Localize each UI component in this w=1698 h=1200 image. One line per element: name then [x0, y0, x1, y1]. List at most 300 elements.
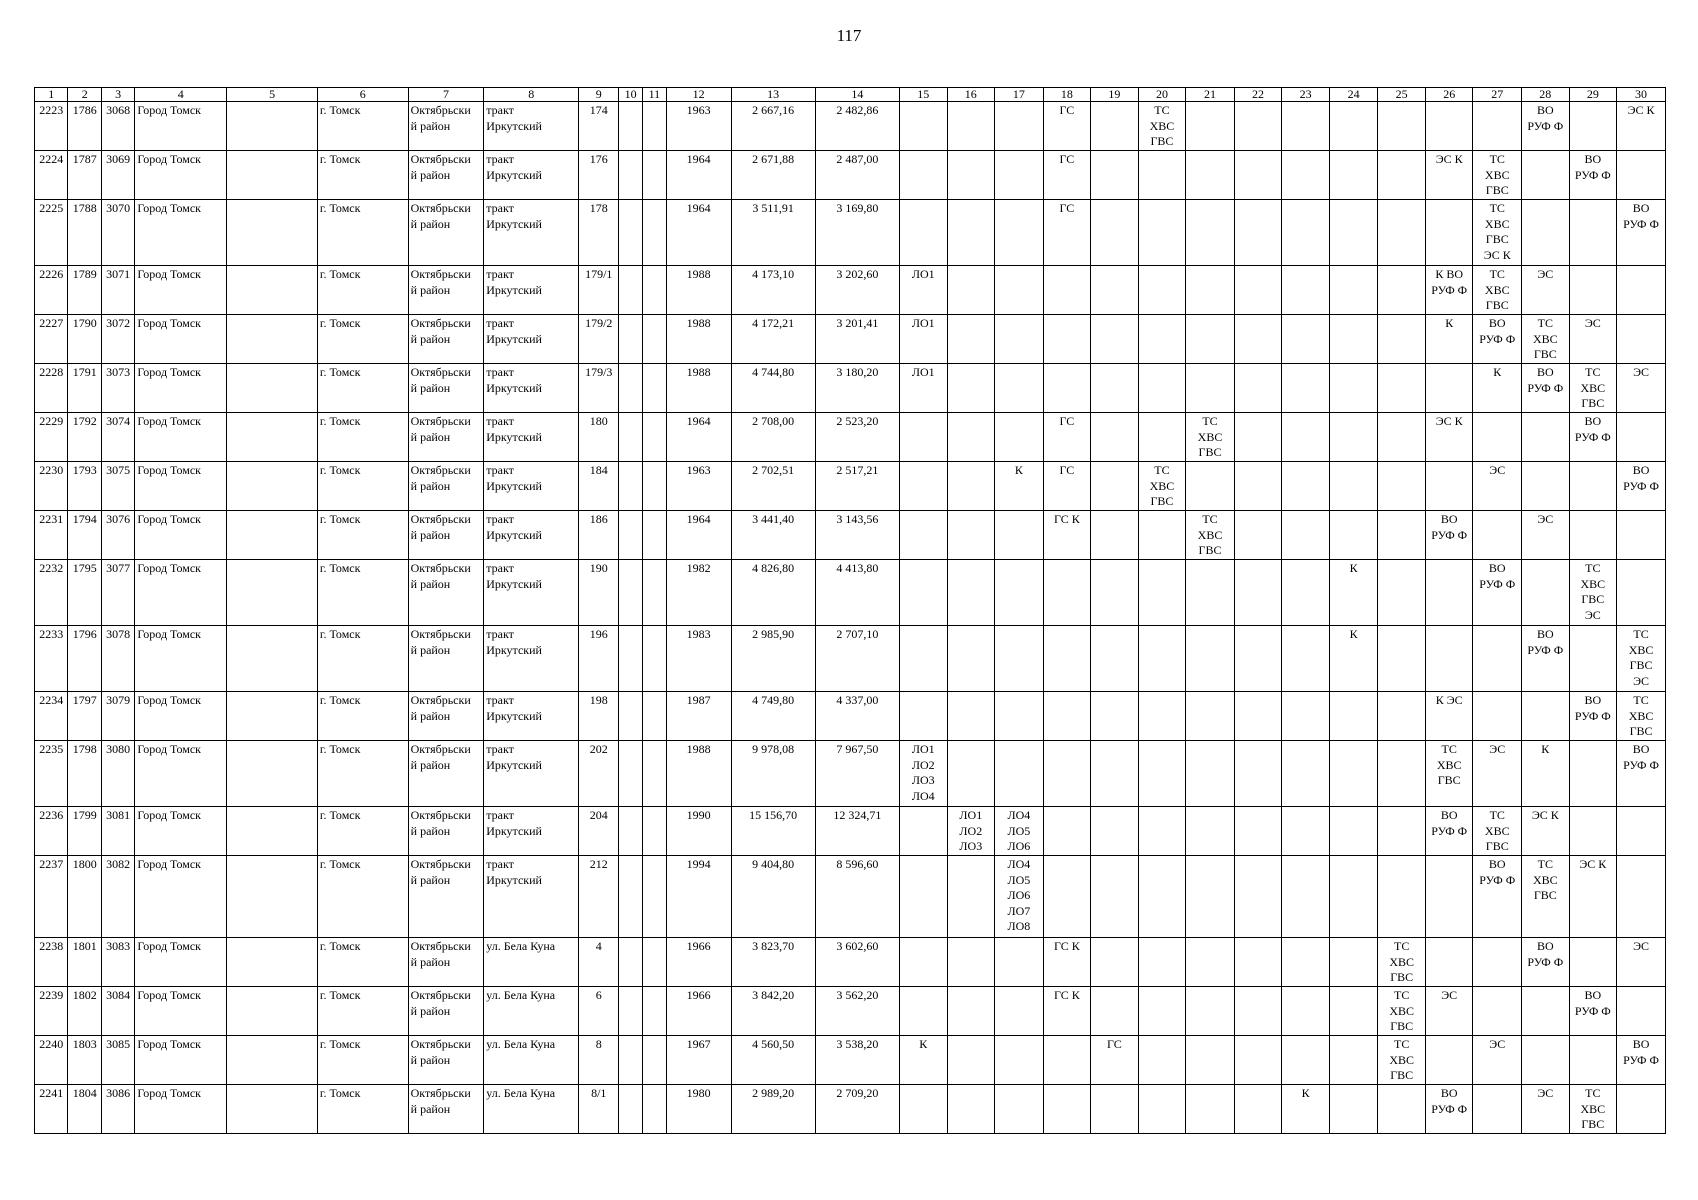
table-cell	[642, 560, 666, 626]
table-cell	[947, 151, 995, 200]
table-cell: 3080	[101, 741, 134, 807]
table-cell: Город Томск	[135, 1085, 227, 1134]
table-cell	[1378, 692, 1426, 741]
table-row	[35, 413, 1666, 462]
table-cell: 6	[579, 987, 619, 1036]
table-cell	[642, 1085, 666, 1134]
table-cell	[619, 626, 643, 692]
table-cell: 3077	[101, 560, 134, 626]
table-cell	[1186, 560, 1235, 626]
table-cell	[227, 560, 318, 626]
table-cell: 184	[579, 462, 619, 511]
table-cell: г. Томск	[317, 560, 408, 626]
table-cell: ЭС	[1473, 462, 1522, 511]
table-cell	[1091, 364, 1139, 413]
table-cell	[1043, 807, 1091, 856]
table-cell: 4 749,80	[731, 692, 815, 741]
table-cell	[619, 938, 643, 987]
table-cell	[1617, 856, 1666, 938]
table-cell	[1091, 692, 1139, 741]
table-cell	[1138, 364, 1186, 413]
table-cell	[1329, 462, 1378, 511]
table-cell: ЭС	[1522, 1085, 1570, 1134]
table-cell	[227, 462, 318, 511]
table-cell: 3 842,20	[731, 987, 815, 1036]
table-cell: 2 989,20	[731, 1085, 815, 1134]
table-cell: ВО РУФ Ф	[1617, 200, 1666, 266]
table-row	[35, 626, 1666, 692]
table-cell: тракт Иркутский	[484, 151, 579, 200]
table-cell: 3 441,40	[731, 511, 815, 560]
table-cell: 2224	[35, 151, 68, 200]
table-cell: ЭС	[1617, 364, 1666, 413]
table-cell	[1091, 462, 1139, 511]
table-cell	[1569, 741, 1617, 807]
column-number: 2	[68, 88, 101, 102]
table-cell: ул. Бела Куна	[484, 1085, 579, 1134]
table-cell	[1378, 856, 1426, 938]
table-cell: Октябрьски й район	[408, 511, 484, 560]
table-cell: 1800	[68, 856, 101, 938]
table-cell: 1803	[68, 1036, 101, 1085]
table-cell	[1234, 807, 1282, 856]
table-cell	[947, 987, 995, 1036]
table-cell	[1043, 1036, 1091, 1085]
column-number: 20	[1138, 88, 1186, 102]
table-cell	[1282, 692, 1330, 741]
table-cell	[227, 266, 318, 315]
column-number: 5	[227, 88, 318, 102]
table-cell: ЭС	[1522, 511, 1570, 560]
table-cell: 9 978,08	[731, 741, 815, 807]
column-number: 24	[1329, 88, 1378, 102]
column-number: 14	[815, 88, 899, 102]
table-cell: 3 823,70	[731, 938, 815, 987]
table-cell: ВО РУФ Ф	[1425, 511, 1473, 560]
table-cell: 3069	[101, 151, 134, 200]
table-cell: 4 744,80	[731, 364, 815, 413]
table-cell	[1138, 200, 1186, 266]
table-cell	[900, 560, 948, 626]
table-cell	[1473, 987, 1522, 1036]
table-cell	[900, 938, 948, 987]
table-cell	[619, 413, 643, 462]
table-cell	[1378, 807, 1426, 856]
table-cell: ВО РУФ Ф	[1473, 315, 1522, 364]
table-cell	[1138, 511, 1186, 560]
table-cell	[1091, 626, 1139, 692]
table-cell: 3074	[101, 413, 134, 462]
table-cell	[1425, 626, 1473, 692]
table-cell: 3 562,20	[815, 987, 899, 1036]
table-cell: ТС ХВС ГВС	[1617, 692, 1666, 741]
table-cell	[995, 741, 1044, 807]
table-cell	[1043, 626, 1091, 692]
table-cell	[1329, 413, 1378, 462]
table-cell	[1186, 807, 1235, 856]
table-cell: К	[1282, 1085, 1330, 1134]
table-cell	[995, 1085, 1044, 1134]
table-cell	[1186, 364, 1235, 413]
table-cell	[1138, 1085, 1186, 1134]
table-cell: 3 602,60	[815, 938, 899, 987]
table-cell	[1425, 1036, 1473, 1085]
table-cell: ЭС К	[1617, 102, 1666, 151]
register-table	[34, 87, 1666, 1134]
table-cell: 1801	[68, 938, 101, 987]
column-number: 13	[731, 88, 815, 102]
table-cell: 3 538,20	[815, 1036, 899, 1085]
table-cell	[1282, 807, 1330, 856]
table-cell	[947, 413, 995, 462]
table-cell	[1329, 511, 1378, 560]
table-cell: 1792	[68, 413, 101, 462]
column-number: 19	[1091, 88, 1139, 102]
table-cell: 1789	[68, 266, 101, 315]
table-cell: 8 596,60	[815, 856, 899, 938]
column-number: 4	[135, 88, 227, 102]
table-cell: ТС ХВС ГВС	[1425, 741, 1473, 807]
table-cell: 1983	[666, 626, 731, 692]
table-cell	[995, 987, 1044, 1036]
table-cell: 1987	[666, 692, 731, 741]
table-cell	[1234, 626, 1282, 692]
table-cell	[227, 856, 318, 938]
table-cell	[1617, 413, 1666, 462]
table-cell	[900, 626, 948, 692]
table-cell	[947, 315, 995, 364]
table-cell	[995, 560, 1044, 626]
table-cell: 1982	[666, 560, 731, 626]
table-row	[35, 1036, 1666, 1085]
table-cell: 3 201,41	[815, 315, 899, 364]
table-cell	[1186, 462, 1235, 511]
table-cell	[995, 626, 1044, 692]
table-cell: К	[1522, 741, 1570, 807]
table-cell	[1329, 692, 1378, 741]
table-cell: 2229	[35, 413, 68, 462]
table-cell	[642, 151, 666, 200]
table-cell: ТС ХВС ГВС	[1522, 315, 1570, 364]
table-cell: 1964	[666, 413, 731, 462]
table-cell: 2231	[35, 511, 68, 560]
table-cell	[1282, 560, 1330, 626]
table-cell: тракт Иркутский	[484, 315, 579, 364]
table-cell	[1043, 364, 1091, 413]
table-cell: тракт Иркутский	[484, 626, 579, 692]
table-cell	[900, 987, 948, 1036]
table-cell	[1091, 315, 1139, 364]
table-cell	[642, 315, 666, 364]
table-cell: 2238	[35, 938, 68, 987]
page-number: 117	[836, 26, 862, 45]
table-cell: 2 517,21	[815, 462, 899, 511]
table-cell: г. Томск	[317, 364, 408, 413]
table-cell	[1043, 560, 1091, 626]
table-cell: 3081	[101, 807, 134, 856]
table-cell	[1522, 1036, 1570, 1085]
table-cell: 3078	[101, 626, 134, 692]
table-cell: Октябрьски й район	[408, 741, 484, 807]
table-cell: 1988	[666, 315, 731, 364]
table-cell: ГС	[1043, 413, 1091, 462]
table-cell	[1234, 1036, 1282, 1085]
table-cell	[619, 807, 643, 856]
table-cell: 3 169,80	[815, 200, 899, 266]
column-number: 7	[408, 88, 484, 102]
table-cell	[642, 511, 666, 560]
table-cell	[1329, 364, 1378, 413]
table-cell	[1617, 560, 1666, 626]
table-cell: ЛО1	[900, 266, 948, 315]
table-row	[35, 560, 1666, 626]
table-cell: ГС	[1043, 102, 1091, 151]
table-cell: ЛО1	[900, 364, 948, 413]
column-number: 27	[1473, 88, 1522, 102]
table-cell	[995, 413, 1044, 462]
table-cell: 2226	[35, 266, 68, 315]
table-cell: тракт Иркутский	[484, 102, 579, 151]
table-cell	[642, 807, 666, 856]
table-cell: 179/3	[579, 364, 619, 413]
table-cell	[1138, 151, 1186, 200]
column-number: 30	[1617, 88, 1666, 102]
table-cell: 1798	[68, 741, 101, 807]
table-cell	[1378, 266, 1426, 315]
table-cell: 3068	[101, 102, 134, 151]
table-cell: ВО РУФ Ф	[1569, 413, 1617, 462]
table-cell: ТС ХВС ГВС	[1378, 1036, 1426, 1085]
table-cell: 1793	[68, 462, 101, 511]
table-cell: тракт Иркутский	[484, 692, 579, 741]
table-cell	[1138, 987, 1186, 1036]
table-cell	[1234, 856, 1282, 938]
table-cell	[1043, 741, 1091, 807]
table-cell: 1964	[666, 151, 731, 200]
table-cell: ул. Бела Куна	[484, 1036, 579, 1085]
table-cell: 1967	[666, 1036, 731, 1085]
table-row	[35, 856, 1666, 938]
table-cell	[995, 315, 1044, 364]
table-cell: 4	[579, 938, 619, 987]
table-cell: ЭС	[1473, 1036, 1522, 1085]
table-cell: 9 404,80	[731, 856, 815, 938]
table-cell: 2236	[35, 807, 68, 856]
table-cell: Город Томск	[135, 856, 227, 938]
table-cell	[900, 692, 948, 741]
table-cell: Октябрьски й район	[408, 938, 484, 987]
table-cell	[227, 200, 318, 266]
table-cell: 1994	[666, 856, 731, 938]
table-cell: 1794	[68, 511, 101, 560]
table-cell	[1378, 626, 1426, 692]
table-cell	[1329, 200, 1378, 266]
table-cell	[900, 413, 948, 462]
table-cell	[947, 462, 995, 511]
table-cell	[1186, 1085, 1235, 1134]
table-cell: ГС	[1043, 200, 1091, 266]
table-cell	[1473, 511, 1522, 560]
table-cell: 8	[579, 1036, 619, 1085]
table-cell: 1795	[68, 560, 101, 626]
column-number: 1	[35, 88, 68, 102]
table-row	[35, 938, 1666, 987]
table-cell: ТС ХВС ГВС ЭС К	[1473, 200, 1522, 266]
table-cell	[1186, 692, 1235, 741]
table-row	[35, 102, 1666, 151]
table-cell	[947, 741, 995, 807]
table-cell: 1963	[666, 102, 731, 151]
table-cell: г. Томск	[317, 315, 408, 364]
table-cell: 2227	[35, 315, 68, 364]
table-row	[35, 741, 1666, 807]
table-cell: г. Томск	[317, 511, 408, 560]
table-cell: Город Томск	[135, 200, 227, 266]
table-cell	[947, 1036, 995, 1085]
table-cell	[1091, 151, 1139, 200]
table-cell: 7 967,50	[815, 741, 899, 807]
table-cell: ТС ХВС ГВС	[1569, 364, 1617, 413]
table-cell: 1787	[68, 151, 101, 200]
table-cell	[1138, 315, 1186, 364]
table-cell	[1378, 151, 1426, 200]
table-cell: 1804	[68, 1085, 101, 1134]
table-cell	[1378, 741, 1426, 807]
table-cell: ЭС К	[1569, 856, 1617, 938]
table-cell	[1522, 151, 1570, 200]
header-row	[35, 88, 1666, 102]
table-cell: 2 702,51	[731, 462, 815, 511]
table-cell: 4 560,50	[731, 1036, 815, 1085]
table-cell	[1522, 987, 1570, 1036]
table-cell: ЭС	[1569, 315, 1617, 364]
table-cell: 4 826,80	[731, 560, 815, 626]
table-cell: 3079	[101, 692, 134, 741]
table-cell: Октябрьски й район	[408, 151, 484, 200]
table-cell: 178	[579, 200, 619, 266]
table-cell	[947, 626, 995, 692]
table-cell	[642, 462, 666, 511]
table-cell: 1966	[666, 938, 731, 987]
table-cell: тракт Иркутский	[484, 462, 579, 511]
table-cell	[1522, 413, 1570, 462]
table-cell	[619, 462, 643, 511]
table-cell: 1963	[666, 462, 731, 511]
table-row	[35, 315, 1666, 364]
table-cell	[1091, 511, 1139, 560]
table-cell	[947, 511, 995, 560]
column-number: 8	[484, 88, 579, 102]
table-cell	[1522, 560, 1570, 626]
table-cell: К	[900, 1036, 948, 1085]
table-cell	[619, 266, 643, 315]
table-cell: ГС К	[1043, 987, 1091, 1036]
table-cell	[227, 807, 318, 856]
table-cell	[900, 151, 948, 200]
table-cell	[1138, 266, 1186, 315]
table-cell: 3085	[101, 1036, 134, 1085]
table-cell: 1788	[68, 200, 101, 266]
table-cell: 180	[579, 413, 619, 462]
table-cell: Октябрьски й район	[408, 200, 484, 266]
table-cell	[619, 1085, 643, 1134]
table-cell: ЛО4 ЛО5 ЛО6	[995, 807, 1044, 856]
column-number: 9	[579, 88, 619, 102]
table-cell	[642, 413, 666, 462]
table-cell: 3084	[101, 987, 134, 1036]
table-cell: 2228	[35, 364, 68, 413]
table-cell	[1138, 626, 1186, 692]
table-cell	[619, 560, 643, 626]
table-row	[35, 364, 1666, 413]
table-cell: г. Томск	[317, 741, 408, 807]
table-cell: г. Томск	[317, 807, 408, 856]
column-number: 17	[995, 88, 1044, 102]
table-cell: тракт Иркутский	[484, 741, 579, 807]
table-cell	[1329, 741, 1378, 807]
table-cell	[642, 987, 666, 1036]
table-cell: 174	[579, 102, 619, 151]
table-cell	[1091, 200, 1139, 266]
table-cell	[1329, 807, 1378, 856]
table-cell	[619, 151, 643, 200]
table-cell	[1234, 151, 1282, 200]
table-cell	[1569, 266, 1617, 315]
table-cell: 3073	[101, 364, 134, 413]
table-cell	[619, 511, 643, 560]
table-cell	[995, 266, 1044, 315]
table-cell: ЛО4 ЛО5 ЛО6 ЛО7 ЛО8	[995, 856, 1044, 938]
table-cell	[1473, 626, 1522, 692]
column-number: 6	[317, 88, 408, 102]
table-cell: ЭС К	[1522, 807, 1570, 856]
table-cell	[1186, 315, 1235, 364]
table-cell: 1797	[68, 692, 101, 741]
table-cell	[947, 938, 995, 987]
table-cell: 3 202,60	[815, 266, 899, 315]
table-cell	[227, 987, 318, 1036]
table-cell: ТС ХВС ГВС	[1569, 1085, 1617, 1134]
table-cell	[1282, 315, 1330, 364]
table-cell	[900, 1085, 948, 1134]
table-cell	[947, 266, 995, 315]
table-cell	[1473, 1085, 1522, 1134]
table-cell: К	[1329, 626, 1378, 692]
table-cell: 2239	[35, 987, 68, 1036]
table-cell	[1282, 413, 1330, 462]
table-cell	[227, 741, 318, 807]
table-cell	[1234, 266, 1282, 315]
table-cell: тракт Иркутский	[484, 511, 579, 560]
table-cell: 2 667,16	[731, 102, 815, 151]
table-cell: ВО РУФ Ф	[1617, 1036, 1666, 1085]
column-number: 22	[1234, 88, 1282, 102]
table-cell	[1282, 1036, 1330, 1085]
table-cell	[1329, 1085, 1378, 1134]
table-cell	[1091, 1085, 1139, 1134]
table-cell: 3 143,56	[815, 511, 899, 560]
table-cell	[1378, 511, 1426, 560]
table-cell: Октябрьски й район	[408, 807, 484, 856]
table-cell	[1091, 560, 1139, 626]
table-cell: Город Томск	[135, 626, 227, 692]
table-cell: 3076	[101, 511, 134, 560]
table-cell: 2223	[35, 102, 68, 151]
table-cell	[1282, 741, 1330, 807]
table-cell	[1378, 462, 1426, 511]
table-cell: 2241	[35, 1085, 68, 1134]
table-cell: 2230	[35, 462, 68, 511]
